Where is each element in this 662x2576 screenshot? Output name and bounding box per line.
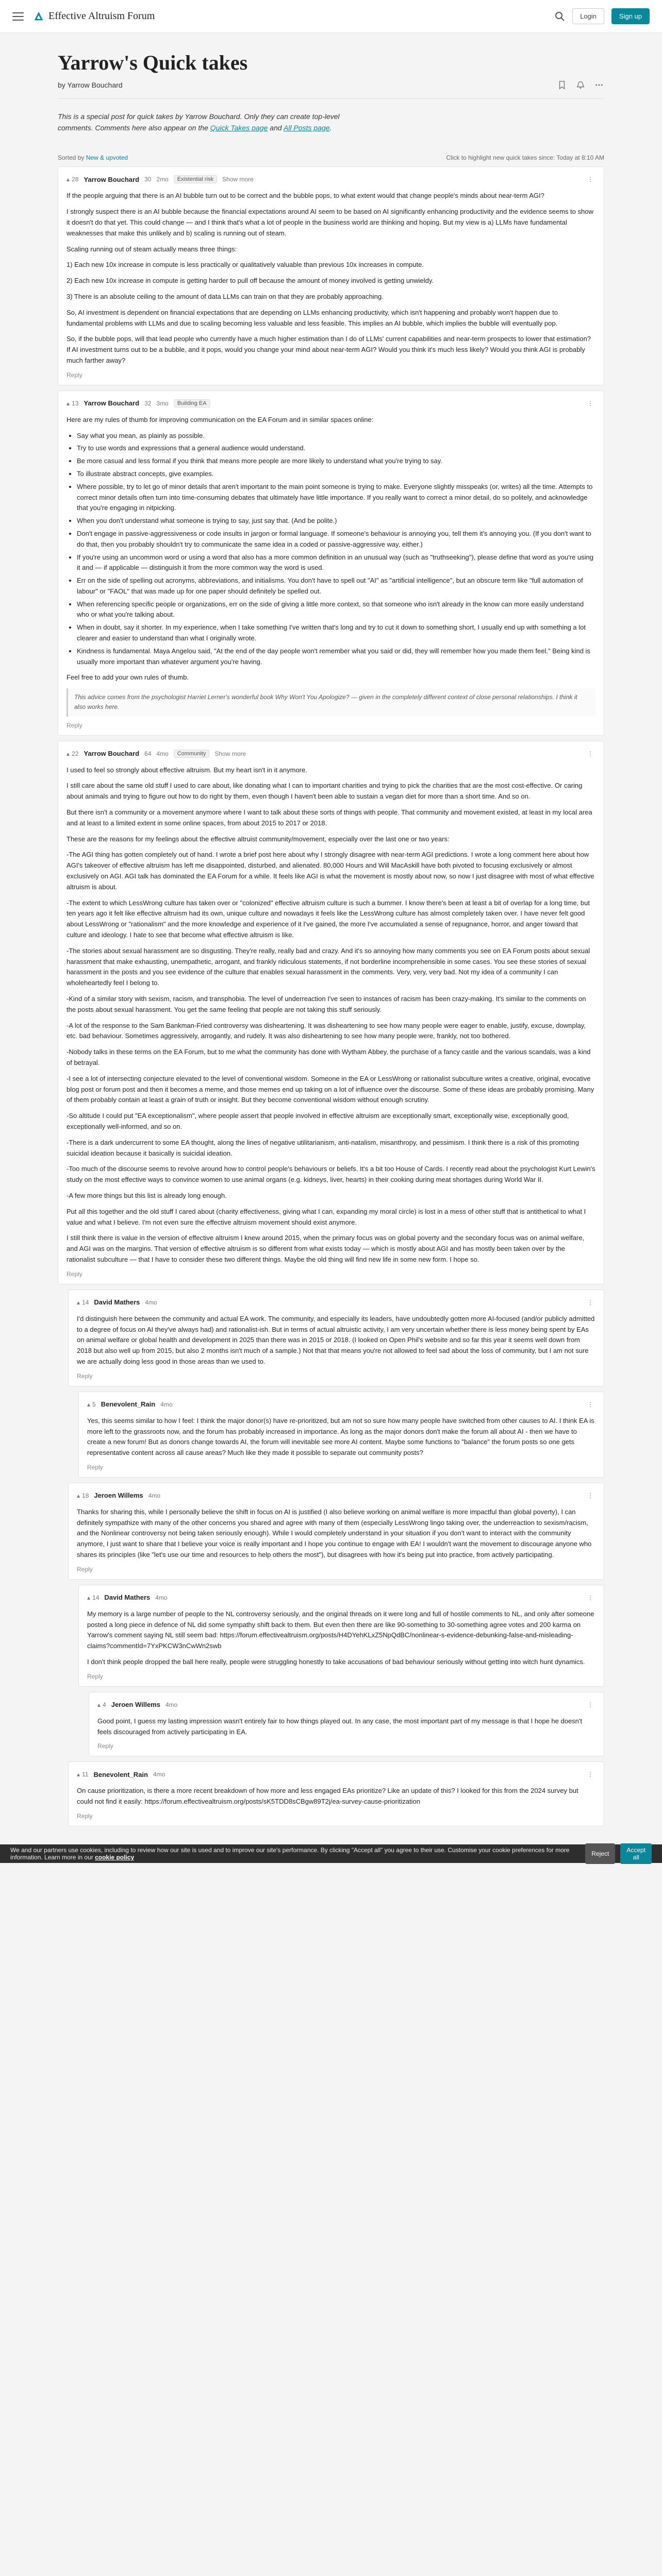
- reply-button[interactable]: Reply: [77, 1565, 93, 1573]
- comment-author[interactable]: Benevolent_Rain‍: [101, 1400, 156, 1409]
- sort-label: Sorted by: [58, 154, 85, 162]
- page-title: Yarrow's Quick takes: [58, 51, 248, 74]
- reply-paragraph: On cause prioritization, is there a more recent breakdown of how more and less engaged EAs prioritize? Like an update of this? I looked for this from the 2024 survey but could not find it easily: https://forum.effectivealtruism.org/posts/sK5TDD8sCBgw89T2j/ea-survey-cause-prioritization: [77, 1787, 578, 1806]
- vote-control: [67, 750, 78, 757]
- comment-age[interactable]: 4mo: [153, 1771, 166, 1778]
- footnote-quote: This advice comes from the psychologist Harriet Lerner's wonderful book Why Won't You Apologize? — given in the completely different context of close personal relationships. I think it also works here.: [67, 688, 595, 716]
- list-item: • Try to use words and expressions that a general audience would understand.: [77, 443, 595, 454]
- comment-header: [67, 749, 595, 759]
- reply-body: [87, 1416, 595, 1459]
- forum-logo-icon[interactable]: [33, 11, 44, 22]
- bookmark-icon[interactable]: [557, 80, 567, 90]
- vote-count: 5: [92, 1400, 96, 1408]
- comment-header: [77, 1297, 595, 1308]
- comment-header: [67, 398, 595, 409]
- list-item: • When in doubt, say it shorter. In my experience, when I take something I've written that's long and try to cut it down to something short, I usually end up with something a lot clearer and easier to understand than what I originally wrote.: [77, 622, 595, 644]
- accept-cookies-button[interactable]: Accept all: [620, 1843, 652, 1864]
- reply-body: [97, 1716, 595, 1738]
- comment-author[interactable]: Yarrow Bouchard‍: [84, 750, 140, 758]
- comment-menu-icon[interactable]: ⋮: [587, 1492, 593, 1499]
- reply-button[interactable]: Reply: [77, 1812, 93, 1820]
- comment-paragraph: I strongly suspect there is an AI bubble because the financial expectations around AI seem to be based on AI significantly enhancing productivity and the evidence seems to show it doesn't do that yet. This could change — and I think that's what a lot of people in the business world are thinking and hoping. But my view is a) LLMs have fundamental weaknesses that make this unlikely and b) scaling is running out of steam.: [67, 208, 593, 237]
- comment-paragraph: So, if the bubble pops, will that lead people who currently have a much higher estimation than I do of LLMs' current capabilities and near-term prospects to lower that estimation? If AI investment turns out to be a bubble, and it pops, would you change your mind about near-term AGI? Would you think it's much less likely? Would you think AGI is probably much farther away?: [67, 335, 591, 364]
- vote-caret-icon[interactable]: ▴: [67, 750, 70, 757]
- reply-paragraph: Good point, I guess my lasting impression wasn't entirely fair to how things played out. In any case, the most important part of my message is that I hope he doesn't feels discouraged from actively participating in EA.: [97, 1717, 583, 1736]
- comment-paragraph: -A few more things but this list is already long enough.: [67, 1191, 227, 1199]
- more-options-icon[interactable]: [594, 80, 604, 90]
- signup-button[interactable]: Sign up: [611, 8, 650, 24]
- quick-take: [58, 391, 604, 736]
- comment-header: [97, 1700, 595, 1710]
- comment-paragraph: -A lot of the response to the Sam Bankman-Fried controversy was disheartening. It was disheartening to see how many people were eager to enable, justify, excuse, downplay, etc. bad behaviour. Sometimes aggressively, arrogantly, and rudely. It was also disheartening to see how many people were, frankly, not too bothered.: [67, 1021, 586, 1040]
- vote-count: 13: [72, 399, 79, 407]
- show-more-link[interactable]: Show more: [214, 750, 246, 757]
- comment-paragraph: These are the reasons for my feelings about the effective altruist community/movement, especially over the last one or two years:: [67, 835, 450, 843]
- comment-menu-icon[interactable]: ⋮: [587, 1701, 593, 1708]
- comment-body: [67, 415, 595, 717]
- comment-header: [87, 1399, 595, 1410]
- comment-header: [87, 1592, 595, 1603]
- comment-author[interactable]: Yarrow Bouchard‍: [84, 399, 140, 408]
- list-item: • Be more casual and less formal if you think that means more people are more likely to understand what you're trying to say.: [77, 456, 595, 467]
- comment-paragraph: Scaling running out of steam actually means three things:: [67, 245, 237, 253]
- reply-body: [77, 1786, 595, 1807]
- comment-paragraph: -The extent to which LessWrong culture has taken over or "colonized" effective altruism culture is such a bummer. I know there's been at least a bit of overlap for a long time, but ten years ago it felt like effective altruism had its own, unique culture and nowadays it feels like the LessWrong culture has almost completely taken over. I have never felt good about LessWrong or "rationalism" and the more knowledge and experience of it I've gained, the more I've accumulated a sense of repugnance, horror, and anger toward that culture and ideology. I hate to see that become what effective altruism is like.: [67, 899, 590, 939]
- vote-count: 14: [82, 1298, 89, 1306]
- vote-control: [77, 1492, 89, 1499]
- comment-author[interactable]: David Mathers‍: [94, 1298, 140, 1307]
- comment-paragraph: Put all this together and the old stuff I cared about (charity effectiveness, giving what I can, expanding my moral circle) is lost in a mess of other stuff that is antithetical to what I value and what I believe. I'm not even sure the effective altruism movement should exist anymore.: [67, 1207, 586, 1226]
- comment-menu-icon[interactable]: ⋮: [587, 1298, 593, 1306]
- author-karma: 32: [144, 399, 152, 407]
- vote-count: 11: [82, 1771, 89, 1778]
- title-divider: [58, 98, 604, 99]
- search-icon[interactable]: [555, 11, 565, 22]
- vote-caret-icon[interactable]: ▴: [87, 1400, 91, 1408]
- quick-take: [58, 166, 604, 385]
- topic-tag[interactable]: Building EA: [174, 399, 210, 408]
- reply-comment: [78, 1392, 604, 1478]
- vote-count: 28: [72, 176, 79, 183]
- comment-body: [67, 765, 595, 1265]
- comment-paragraph: -Nobody talks in these terms on the EA Forum, but to me what the community has done with Wytham Abbey, the purchase of a fancy castle and the various scandals, was a kind of betrayal.: [67, 1048, 591, 1066]
- list-item: • When referencing specific people or organizations, err on the side of giving a little more context, so that someone who isn't already in the know can more easily understand who or what you're talking about.: [77, 599, 595, 621]
- comment-paragraph: Here are my rules of thumb for improving communication on the EA Forum and in similar spaces online:: [67, 415, 374, 423]
- vote-control: [77, 1299, 89, 1306]
- subscribe-bell-icon[interactable]: [575, 80, 586, 90]
- comment-paragraph: -So altitude I could put "EA exceptionalism", where people assert that people involved in effective altruism are exceptionally smart, exceptionally wise, exceptionally good, exceptionally well-informed, and so on.: [67, 1112, 569, 1130]
- comment-author[interactable]: Benevolent_Rain‍: [93, 1770, 148, 1778]
- comment-age[interactable]: 4mo: [155, 1594, 168, 1601]
- reply-comment: [68, 1290, 604, 1386]
- login-button[interactable]: Login: [572, 8, 604, 24]
- intro-suffix: .: [329, 123, 332, 132]
- sort-row: [58, 154, 604, 161]
- reply-paragraph: I'd distinguish here between the community and actual EA work. The community, and especially its leaders, have undoubtedly gotten more AI-focused (and/or publicly admitted to a degree of focus on AI they've always had) and rationalist-ish. But in terms of actual altruistic activity, I am very uncertain whether there is less money being spent by EAs on animal welfare or global health and development in 2025 than there was in 2015 or 2018. (I looked on Open Phil's website and so far this year it seems well down from 2018 but also well up from 2015, but also 2 months isn't much of a sample.) Not that that means you're not allowed to feel sad about the loss of community, but I am not sure we are actually doing less good in those areas than we used to.: [77, 1314, 595, 1365]
- reply-body: [77, 1314, 595, 1367]
- comment-author[interactable]: Yarrow Bouchard‍: [84, 175, 140, 183]
- comment-paragraph: But there isn't a community or a movement anymore where I want to talk about these sorts of things with people. That community and movement existed, at least in my local area and at least to a limited extent in some online spaces, from about 2015 to 2017 or 2018.: [67, 808, 592, 827]
- list-item: • Where possible, try to let go of minor details that aren't important to the main point someone is trying to make. Everyone slightly misspeaks (or, writes) all the time. Attempts to correct minor details often turn into time-consuming debates that ultimately have little importance. If you really want to correct a minor detail, do so politely, and acknowledge that you're engaging in nitpicking.: [77, 482, 595, 514]
- comment-paragraph: -There is a dark undercurrent to some EA thought, along the lines of negative utilitarianism, anti-natalism, misanthropy, and pessimism. I think there is a risk of this promoting suicidal ideation because it basically is suicidal ideation.: [67, 1138, 580, 1157]
- comment-header: [77, 1490, 595, 1501]
- topic-tag[interactable]: Existential risk: [174, 175, 217, 183]
- cookie-text: [10, 1846, 585, 1861]
- comment-menu-icon[interactable]: ⋮: [587, 1400, 593, 1408]
- vote-control: [77, 1771, 89, 1778]
- vote-caret-icon[interactable]: ▴: [97, 1701, 101, 1708]
- comment-age[interactable]: 4mo: [148, 1492, 160, 1499]
- comment-header: [77, 1769, 595, 1780]
- vote-control: [87, 1401, 96, 1408]
- comment-age[interactable]: 4mo: [160, 1400, 173, 1408]
- vote-count: 4: [103, 1701, 106, 1708]
- comment-paragraph: 2) Each new 10x increase in compute is getting harder to pull off because the amount of money involved is getting unwieldy.: [67, 277, 434, 285]
- intro-text: This is a special post for quick takes by Yarrow Bouchard‍. Only they can create top-level comments. Comments here also appear on the: [58, 112, 340, 132]
- comment-age[interactable]: 4mo: [145, 1298, 157, 1306]
- comment-header: [67, 174, 595, 184]
- comment-menu-icon[interactable]: ⋮: [587, 1771, 593, 1778]
- vote-count: 14: [92, 1594, 100, 1601]
- list-item: • If you're using an uncommon word or using a word that also has a more common definition in an unusual way (such as "truthseeking"), please define that word as you're using it and — if applicable — distinguish it from the more common way the word is used.: [77, 552, 595, 574]
- vote-caret-icon[interactable]: ▴: [77, 1492, 80, 1499]
- site-title[interactable]: Effective Altruism Forum: [48, 10, 155, 22]
- vote-caret-icon[interactable]: ▴: [87, 1594, 91, 1601]
- reply-body: [87, 1609, 595, 1668]
- quick-takes-link[interactable]: Quick Takes page: [210, 123, 268, 132]
- comment-body: [67, 191, 595, 366]
- comment-paragraph: -Kind of a similar story with sexism, racism, and transphobia. The level of underreaction I've seen to instances of racism has been crazy-making. It's similar to the comments on the posts about sexual harassment. You get the same feeling that people are not taking this stuff seriously.: [67, 994, 586, 1013]
- comment-author[interactable]: David Mathers‍: [104, 1594, 151, 1602]
- top-navbar: [0, 0, 662, 33]
- comment-author[interactable]: Jeroen Willems‍: [111, 1701, 160, 1709]
- reply-comment: [89, 1692, 604, 1757]
- comment-menu-icon[interactable]: ⋮: [587, 176, 593, 183]
- comment-menu-icon[interactable]: ⋮: [587, 399, 593, 407]
- comment-paragraph: I still care about the same old stuff I used to care about, like donating what I can to important charities and trying to pick the charities that are the most cost-effective. Or caring about animals and trying to figure out how to do right by them, even though I haven't been able to sustain a vegan diet for more than a short time. And so on.: [67, 782, 583, 801]
- vote-count: 18: [82, 1492, 89, 1499]
- list-item: • Kindness is fundamental. Maya Angelou said, "At the end of the day people won't remember what you said or did, they will remember how you made them feel." Being kind is usually more important than whatever argument you're having.: [77, 646, 595, 668]
- post-byline[interactable]: by Yarrow Bouchard: [58, 81, 123, 89]
- comment-age[interactable]: 2mo: [156, 176, 169, 183]
- reply-paragraph: My memory is a large number of people to the NL controversy seriously, and the original threads on it were long and full of hostile comments to NL, and only after someone posted a long piece in defence of NL did some sympathy shift back to them. But even then there are like 90-something to 30-something agree votes and 200 karma on Yarrow's comment saying NL still seem bad: https://forum.effectivealtruism.org/posts/H4DYehKLxZ5NpQdBC/nonlinear-s-evidence-debunking-false-and-misleading-claims?commentId=7YxPKCW3nCwWn2swb: [87, 1609, 594, 1650]
- vote-control: [97, 1701, 106, 1708]
- comment-paragraph: -Too much of the discourse seems to revolve around how to control people's behaviours or beliefs. It's a bit too House of Cards. I recently read about the psychologist Kurt Lewin's study on the most effective ways to convince women to use animal organs (e.g. kidneys, liver, hearts) in their cooking during meat shortages during World War II.: [67, 1165, 595, 1184]
- main-content: [0, 33, 662, 1826]
- vote-caret-icon[interactable]: ▴: [77, 1771, 80, 1778]
- reply-body: [77, 1507, 595, 1561]
- cookie-policy-link[interactable]: cookie policy: [95, 1854, 135, 1861]
- comment-paragraph: I used to feel so strongly about effective altruism. But my heart isn't in it anymore.: [67, 766, 307, 774]
- post-intro: [58, 111, 346, 133]
- comment-paragraph: 3) There is an absolute ceiling to the amount of data LLMs can train on that they are probably approaching.: [67, 292, 384, 300]
- topic-tag[interactable]: Community: [174, 750, 210, 758]
- reply-button[interactable]: Reply: [87, 1463, 103, 1471]
- vote-control: [67, 176, 78, 183]
- quick-take: [58, 741, 604, 1284]
- comment-paragraph: -The stories about sexual harassment are so disgusting. They're really, really bad and crazy. And it's so annoying how many comments you see on EA Forum posts about sexual harassment that make exhausting, unempathetic, arrogant, and frankly ridiculous statements, if not borderline incomprehensible in some cases. You see these stories of sexual harassment in the posts and you see evidence of the culture that enables sexual harassment in the comments. Very, very, very bad. Not my idea of a community I can wholeheartedly feel I belong to.: [67, 946, 590, 987]
- list-item: • Err on the side of spelling out acronyms, abbreviations, and initialisms. You don't have to spell out "AI" as "artificial intelligence", but an obscure term like "full automation of labour" or "FAOL" that was made up for one paper should definitely be spelled out.: [77, 575, 595, 597]
- reply-button[interactable]: Reply: [87, 1672, 103, 1680]
- vote-caret-icon[interactable]: ▴: [67, 176, 70, 183]
- reply-button[interactable]: Reply: [97, 1742, 113, 1750]
- comment-paragraph: -The AGI thing has gotten completely out of hand. I wrote a brief post here about why I strongly disagree with near-term AGI predictions. I wrote a long comment here about how AGI's takeover of effective altruism has left me disappointed, disturbed, and alienated. 80,000 Hours and Will MacAskill have both pivoted to focusing exclusively or almost exclusively on AGI. AGI talk has dominated the EA Forum for a while. It feels like AGI is what the movement is mostly about now, so now I just disagree with most of what effective altruism is about.: [67, 851, 594, 891]
- highlight-new-control[interactable]: Click to highlight new quick takes since: Today at 8:10 AM: [446, 154, 604, 162]
- comment-paragraph: 1) Each new 10x increase in compute is less practically or qualitatively valuable than previous 10x increases in compute.: [67, 261, 424, 269]
- list-item: • Don't engage in passive-aggressiveness or code insults in jargon or formal language. If someone's behaviour is annoying you, tell them it's annoying you. (If you don't want to do that, then you probably shouldn't try to communicate the same idea in a coded or passive-aggressive way, either.): [77, 529, 595, 550]
- comment-paragraph: If the people arguing that there is an AI bubble turn out to be correct and the bubble pops, to what extent would that change people's minds about near-term AGI?: [67, 192, 544, 200]
- cookie-banner: [0, 1844, 662, 1863]
- vote-caret-icon[interactable]: ▴: [67, 399, 70, 407]
- reply-button[interactable]: Reply: [67, 1270, 82, 1278]
- reply-paragraph: Thanks for sharing this, while I personally believe the shift in focus on AI is justified (I also believe working on animal welfare is more impactful than global poverty), I can definitely sympathize with many of the other concerns you shared and agree with many of them (especially LessWrong lingo taking over, the underreaction to sexism/racism, and the Nonlinear controversy not being taken seriously enough). While I would completely understand in your situation if you don't want to interact with the community anymore, I just want to share that I believe your voice is really important and I hope you continue to engage with EA! I wouldn't want the movement to discourage anyone who shares its principles (like "let's use our time and resources to help others the most"), but disagrees with how it's being put into practice, from actively participating.: [77, 1507, 592, 1559]
- hamburger-menu-icon[interactable]: [12, 12, 24, 21]
- author-karma: 64: [144, 750, 152, 757]
- list-item: • Say what you mean, as plainly as possible.: [77, 431, 595, 442]
- vote-control: [67, 400, 78, 407]
- rules-list: [77, 431, 595, 668]
- comment-paragraph: I still think there is value in the version of effective altruism I knew around 2015, when the primary focus was on global poverty and the secondary focus was on animal welfare, and AGI was on the margins. That version of effective altruism is so different from what exists today — which is mostly about AGI and has mostly been taken over by the rationalist subculture — that I have to consider these two different things. Maybe the old thing will find new life in some new form. I hope so.: [67, 1234, 585, 1263]
- comment-age[interactable]: 4mo: [165, 1701, 178, 1708]
- cookie-body: We and our partners use cookies, including to review how our site is used and to improve our site's performance. By clicking "Accept all" you agree to their use. Customise your cookie preferences for more information. Learn more in our: [10, 1846, 570, 1861]
- comment-age[interactable]: 3mo: [156, 399, 169, 407]
- vote-count: 22: [72, 750, 79, 757]
- sort-dropdown[interactable]: New & upvoted: [86, 154, 128, 162]
- list-item: • When you don't understand what someone is trying to say, just say that. (And be polite.): [77, 516, 595, 527]
- reply-button[interactable]: Reply: [77, 1372, 93, 1380]
- closing-paragraph: Feel free to add your own rules of thumb.: [67, 673, 189, 682]
- reply-comment: [78, 1585, 604, 1687]
- reply-button[interactable]: Reply: [67, 721, 82, 729]
- comment-menu-icon[interactable]: ⋮: [587, 750, 593, 757]
- reply-comment: [68, 1483, 604, 1580]
- reply-paragraph: Yes, this seems similar to how I feel: I think the major donor(s) have re-prioritized, but am not so sure how many people have switched from other causes to AI. I think EA is more left to the grassroots now, and the forum has probably increased in importance. As long as the major donors don't make the forum all about AI - then we have to create a new forum! But as donors change towards AI, the forum will inevitable see more AI content. Maybe some functions to "balance" the forum posts so one gets representative content across all cause areas? Much like they made it possible to separate out community posts?: [87, 1416, 594, 1457]
- list-item: • To illustrate abstract concepts, give examples.: [77, 469, 595, 480]
- intro-text-mid: and: [268, 123, 284, 132]
- vote-control: [87, 1594, 99, 1601]
- comment-paragraph: -I see a lot of intersecting conjecture elevated to the level of conventional wisdom. Someone in the EA or LessWrong or rationalist subculture writes a creative, original, evocative blog post or forum post and then it becomes a meme, and those memes end up taking on a lot of influence over the discourse. Some of these ideas are probably promising. Many of them probably contain at least a grain of truth or insight. But they become conventional wisdom without enough scrutiny.: [67, 1074, 594, 1104]
- reply-paragraph: I don't think people dropped the ball here really, people were struggling honestly to take accusations of bad behaviour seriously without getting into witch hunt dynamics.: [87, 1658, 585, 1666]
- comment-age[interactable]: 4mo: [156, 750, 169, 757]
- reply-comment: [68, 1761, 604, 1826]
- comment-paragraph: So, AI investment is dependent on financial expectations that are depending on LLMs enhancing productivity, which isn't happening and probably won't happen due to fundamental problems with LLMs and due to scaling becoming less valuable and less feasible. This implies an AI bubble, which implies the bubble will eventually pop.: [67, 308, 558, 327]
- all-posts-link[interactable]: All Posts page: [283, 123, 330, 132]
- reply-button[interactable]: Reply: [67, 371, 82, 379]
- comment-menu-icon[interactable]: ⋮: [587, 1594, 593, 1601]
- show-more-link[interactable]: Show more: [222, 176, 254, 183]
- reject-cookies-button[interactable]: Reject: [585, 1843, 615, 1864]
- author-karma: 30: [144, 176, 152, 183]
- vote-caret-icon[interactable]: ▴: [77, 1298, 80, 1306]
- comments-list: [58, 166, 604, 1826]
- comment-author[interactable]: Jeroen Willems‍: [94, 1492, 143, 1500]
